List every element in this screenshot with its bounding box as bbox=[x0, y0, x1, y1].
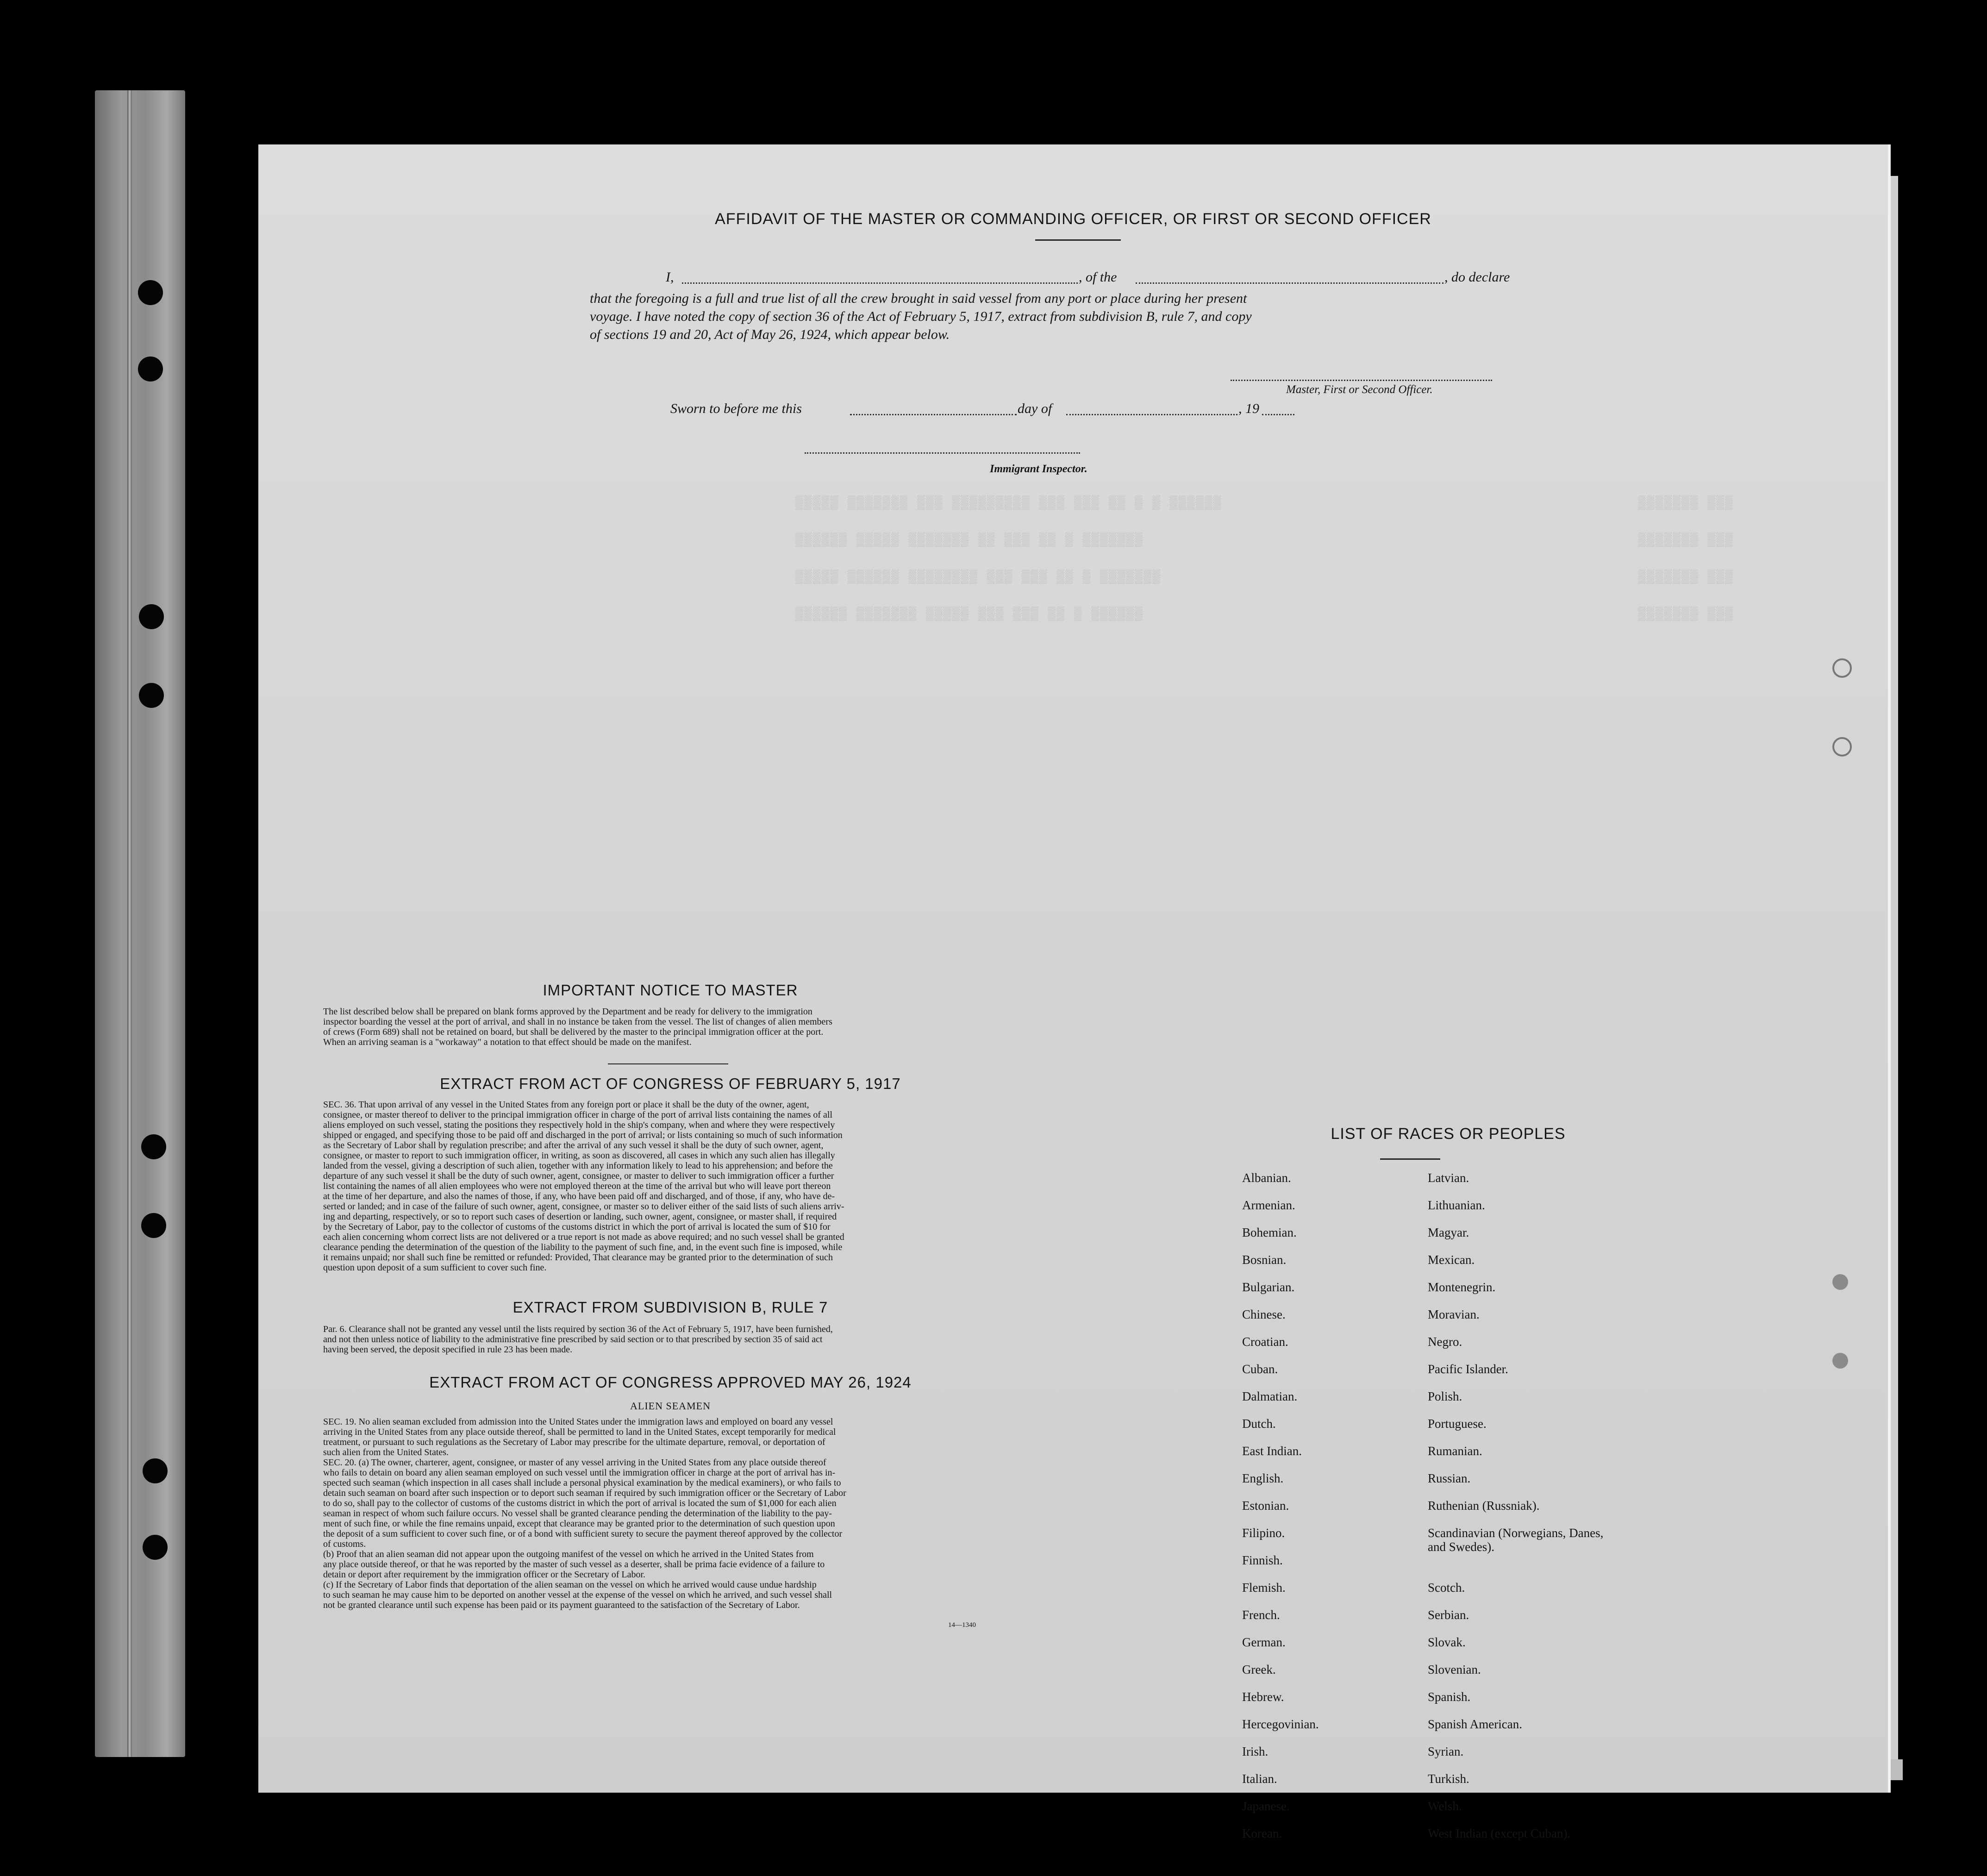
extract-1917-line: by the Secretary of Labor, pay to the collector of customs of the customs district in which the port of arrival is located the sum of $10 for bbox=[323, 1222, 831, 1232]
extract-1917-line: each alien concerning whom correct lists are not delivered or a true report is not made as above required; and no such vessel shall be granted bbox=[323, 1232, 844, 1242]
extract-1924-line: of customs. bbox=[323, 1539, 366, 1549]
ring-mark bbox=[1832, 737, 1852, 757]
race-item: Filipino. bbox=[1242, 1526, 1285, 1540]
title-underline bbox=[1035, 239, 1121, 241]
affidavit-declare: , do declare bbox=[1444, 269, 1510, 285]
extract-1917-line: consignee, or master to report to such immigration officer, in writing, as soon as discovered, all cases in which any such alien has illegally bbox=[323, 1151, 835, 1161]
extract-1924-line: seaman in respect of whom such failure occurs. No vessel shall be granted clearance pending the determination of the liability to the pay- bbox=[323, 1508, 832, 1519]
punch-hole bbox=[141, 1134, 166, 1159]
extract-1917-line: aliens employed on such vessel, stating the positions they respectively hold in the ship's company, when and where they were respectively bbox=[323, 1120, 835, 1130]
extract-1917-line: list containing the names of all alien employees who were not employed thereon at the time of the arrival but who will leave port thereon bbox=[323, 1181, 831, 1191]
race-item: Hercegovinian. bbox=[1242, 1717, 1319, 1731]
race-item: Slovak. bbox=[1428, 1635, 1466, 1649]
extract-1924-line: treatment, or pursuant to such regulations as the Secretary of Labor may prescribe for the ultimate departure, removal, or deportation of bbox=[323, 1437, 825, 1447]
race-item: Chinese. bbox=[1242, 1307, 1286, 1321]
ring-mark bbox=[1832, 658, 1852, 678]
extract-1924-line: detain or deport after requirement by the immigration officer or the Secretary of Labor. bbox=[323, 1570, 646, 1580]
races-left-column bbox=[1242, 1171, 1418, 1854]
punch-hole bbox=[141, 1213, 166, 1238]
race-item: Bohemian. bbox=[1242, 1226, 1297, 1239]
manifest-page bbox=[258, 144, 1891, 1840]
race-item: English. bbox=[1242, 1471, 1284, 1485]
race-item: Bulgarian. bbox=[1242, 1280, 1295, 1294]
extract-1917-line: departure of any such vessel it shall be the duty of such owner, agent, consignee, or master to deliver to such immigration officer a further bbox=[323, 1171, 834, 1181]
notice-body bbox=[323, 1007, 1018, 1047]
punch-hole bbox=[138, 280, 163, 305]
extract-1917-line: landed from the vessel, giving a description of such alien, together with any information likely to lead to his apprehension; and before the bbox=[323, 1161, 833, 1171]
extract-1917-line: as the Secretary of Labor shall by regulation prescribe; and after the arrival of any such vessel it shall be the duty of such owner, agent, bbox=[323, 1140, 824, 1151]
ring-mark bbox=[1832, 1353, 1848, 1369]
race-item: Russian. bbox=[1428, 1471, 1471, 1485]
extract-1924-line: not be granted clearance until such expense has been paid or its payment guaranteed to the satisfaction of the Secretary of Labor. bbox=[323, 1600, 800, 1610]
bleed-through-text: ▒▒▒▒▒▒▒ ▒▒▒ bbox=[1638, 533, 1734, 548]
race-item: Greek. bbox=[1242, 1663, 1276, 1676]
extract-1924-line: (b) Proof that an alien seaman did not appear upon the outgoing manifest of the vessel on which he arrived in the United States from bbox=[323, 1549, 814, 1559]
race-item: Japanese. bbox=[1242, 1799, 1290, 1813]
affidavit-i: I, bbox=[666, 269, 674, 285]
race-item: Hebrew. bbox=[1242, 1690, 1284, 1704]
race-item: Lithuanian. bbox=[1428, 1198, 1485, 1212]
binding-strip bbox=[95, 90, 185, 1757]
affidavit-title: AFFIDAVIT OF THE MASTER OR COMMANDING OFFICER, OR FIRST OR SECOND OFFICER bbox=[715, 210, 1431, 228]
notice-line: inspector boarding the vessel at the port of arrival, and shall in no instance be taken from the vessel. The list of changes of alien members bbox=[323, 1017, 832, 1027]
races-title-underline bbox=[1380, 1158, 1440, 1160]
extract-rule7-line: Par. 6. Clearance shall not be granted any vessel until the lists required by section 36 of the Act of February 5, 1917, have been furnished, bbox=[323, 1324, 833, 1334]
signature-label: Master, First or Second Officer. bbox=[1286, 383, 1433, 396]
race-item: Turkish. bbox=[1428, 1772, 1469, 1786]
signature-blank[interactable] bbox=[1231, 380, 1492, 381]
extract-1917-line: clearance pending the determination of the question of the liability to the payment of such fine, and, in the event such fine is imposed, while bbox=[323, 1242, 843, 1252]
race-item: Negro. bbox=[1428, 1335, 1462, 1349]
extract-1917-line: ing and departing, respectively, or so to report such cases of desertion or landing, such owner, agent, consignee, or master shall, if required bbox=[323, 1212, 837, 1222]
extract-1924-title: EXTRACT FROM ACT OF CONGRESS APPROVED MAY 26, 1924 bbox=[429, 1374, 912, 1391]
race-item: Italian. bbox=[1242, 1772, 1277, 1786]
race-item: Spanish American. bbox=[1428, 1717, 1522, 1731]
race-item: Ruthenian (Russniak). bbox=[1428, 1499, 1540, 1513]
inspector-label: Immigrant Inspector. bbox=[990, 463, 1087, 475]
race-item: Pacific Islander. bbox=[1428, 1362, 1508, 1376]
race-item: Spanish. bbox=[1428, 1690, 1471, 1704]
extract-1917-line: SEC. 36. That upon arrival of any vessel in the United States from any foreign port or place it shall be the duty of the owner, agent, bbox=[323, 1100, 809, 1110]
extract-rule7-title: EXTRACT FROM SUBDIVISION B, RULE 7 bbox=[512, 1299, 828, 1316]
section-divider bbox=[608, 1063, 728, 1064]
vessel-blank[interactable] bbox=[1136, 282, 1443, 284]
race-item: Finnish. bbox=[1242, 1553, 1283, 1567]
extract-1924-subtitle: ALIEN SEAMEN bbox=[630, 1400, 711, 1412]
race-item: Bosnian. bbox=[1242, 1253, 1287, 1267]
extract-1917-line: it remains unpaid; nor shall such fine be remitted or refunded: Provided, That clearance may be granted prior to the determination of such bbox=[323, 1252, 833, 1263]
extract-1924-line: the deposit of a sum sufficient to cover such fine, or of a bond with sufficient surety to secure the payment thereof approved by the collector bbox=[323, 1529, 843, 1539]
sworn-year: , 19 bbox=[1238, 401, 1259, 416]
race-item: Portuguese. bbox=[1428, 1417, 1487, 1431]
bleed-through-text: ▒▒▒▒▒ ▒▒▒▒▒▒▒ ▒▒▒ ▒▒▒▒▒▒▒▒▒ ▒▒▒ ▒▒▒ ▒▒ ▒ ▒ ▒▒▒▒▒▒ bbox=[795, 496, 1222, 511]
extract-1924-line: to do so, shall pay to the collector of customs of the customs district in which the port of arrival is located the sum of $1,000 for each alien bbox=[323, 1498, 837, 1508]
race-item: Flemish. bbox=[1242, 1581, 1286, 1595]
bleed-through-text: ▒▒▒▒▒▒ ▒▒▒▒▒ ▒▒▒▒▒▒▒ ▒▒ ▒▒▒ ▒▒ ▒ ▒▒▒▒▒▒▒ bbox=[795, 533, 1144, 548]
notice-line: of crews (Form 689) shall not be retained on board, but shall be delivered by the master to the principal immigration officer at the port. bbox=[323, 1027, 824, 1037]
race-item: Serbian. bbox=[1428, 1608, 1469, 1622]
race-item: Magyar. bbox=[1428, 1226, 1469, 1239]
notice-line: When an arriving seaman is a "workaway" a notation to that effect should be made on the manifest. bbox=[323, 1037, 692, 1047]
extract-1924-line: SEC. 19. No alien seaman excluded from admission into the United States under the immigration laws and employed on board any vessel bbox=[323, 1417, 833, 1427]
race-item: Dalmatian. bbox=[1242, 1389, 1298, 1403]
extract-1924-line: ment of such fine, or while the fine remains unpaid, except that clearance may be granted prior to the determination of such question upon bbox=[323, 1519, 835, 1529]
ring-mark bbox=[1832, 1274, 1848, 1290]
form-number: 14—1340 bbox=[948, 1621, 976, 1629]
race-item: Estonian. bbox=[1242, 1499, 1289, 1513]
extract-1917-line: shipped or engaged, and specifying those to be paid off and discharged in the port of arrival; or lists containing so much of such information bbox=[323, 1130, 843, 1140]
extract-1917-line: at the time of her departure, and also the names of those, if any, who have been paid off and discharged, and of those, if any, who have de- bbox=[323, 1191, 835, 1201]
race-item: Albanian. bbox=[1242, 1171, 1291, 1185]
race-item: Montenegrin. bbox=[1428, 1280, 1496, 1294]
extract-1924-line: (c) If the Secretary of Labor finds that deportation of the alien seaman on the vessel on which he arrived would cause undue hardship bbox=[323, 1580, 817, 1590]
extract-rule7-line: having been served, the deposit specified in rule 23 has been made. bbox=[323, 1344, 573, 1355]
year-blank[interactable] bbox=[1262, 414, 1294, 415]
bleed-through-text: ▒▒▒▒▒▒▒ ▒▒▒ bbox=[1638, 496, 1734, 511]
affidavit-body-line: that the foregoing is a full and true list of all the crew brought in said vessel from any port or place during her present bbox=[590, 291, 1247, 306]
race-item: Rumanian. bbox=[1428, 1444, 1482, 1458]
extract-1917-title: EXTRACT FROM ACT OF CONGRESS OF FEBRUARY 5, 1917 bbox=[440, 1075, 901, 1092]
extract-1924-line: SEC. 20. (a) The owner, charterer, agent, consignee, or master of any vessel arriving in the United States from any place outside thereof bbox=[323, 1457, 826, 1468]
bleed-through-text: ▒▒▒▒▒▒▒ ▒▒▒ bbox=[1638, 570, 1734, 585]
affidavit-body-line: voyage. I have noted the copy of section 36 of the Act of February 5, 1917, extract from subdivision B, rule 7, and copy bbox=[590, 309, 1252, 324]
bleed-through-text: ▒▒▒▒▒▒ ▒▒▒▒▒▒▒ ▒▒▒▒▒ ▒▒▒ ▒▒▒ ▒▒ ▒ ▒▒▒▒▒▒ bbox=[795, 607, 1144, 622]
day-blank[interactable] bbox=[850, 414, 1017, 415]
extract-rule7-line: and not then unless notice of liability to the administrative fine prescribed by said section or to that prescribed by section 35 of said act bbox=[323, 1334, 823, 1344]
race-item: Moravian. bbox=[1428, 1307, 1480, 1321]
race-item: Dutch. bbox=[1242, 1417, 1276, 1431]
extract-1924-line: such alien from the United States. bbox=[323, 1447, 449, 1457]
race-item: Polish. bbox=[1428, 1389, 1462, 1403]
punch-hole bbox=[143, 1535, 168, 1560]
races-title: LIST OF RACES OR PEOPLES bbox=[1331, 1125, 1566, 1143]
inspector-signature-blank[interactable] bbox=[805, 452, 1080, 454]
race-item: Scandinavian (Norwegians, Danes, and Swedes). bbox=[1428, 1526, 1604, 1554]
month-blank[interactable] bbox=[1066, 414, 1237, 415]
extract-1924-line: detain such seaman on board after such inspection or to deport such seaman if required by such immigration officer or the Secretary of Labor bbox=[323, 1488, 846, 1498]
race-item: Irish. bbox=[1242, 1745, 1268, 1758]
extract-1917-line: serted or landed; and in case of the failure of such owner, agent, consignee, or master so to deliver either of the said lists of such aliens arriv- bbox=[323, 1201, 844, 1212]
race-item: East Indian. bbox=[1242, 1444, 1302, 1458]
race-item: Korean. bbox=[1242, 1826, 1282, 1840]
punch-hole bbox=[138, 356, 163, 381]
extract-1924-body bbox=[323, 1417, 1018, 1610]
extract-1917-line: consignee, or master thereof to deliver to the principal immigration officer in charge of the port of arrival lists containing the names of all bbox=[323, 1110, 833, 1120]
binding-seam bbox=[127, 90, 132, 1757]
extract-1924-line: who fails to detain on board any alien seaman employed on such vessel until the immigration officer in charge at the port of arrival has in- bbox=[323, 1468, 836, 1478]
race-item: German. bbox=[1242, 1635, 1286, 1649]
sworn-prefix: Sworn to before me this bbox=[670, 401, 802, 416]
race-item: Slovenian. bbox=[1428, 1663, 1481, 1676]
punch-hole bbox=[139, 683, 164, 708]
punch-hole bbox=[143, 1458, 168, 1483]
race-item: Welsh. bbox=[1428, 1799, 1462, 1813]
extract-1924-line: to such seaman he may cause him to be deported on another vessel at the expense of the vessel on which he arrived, and such vessel shall bbox=[323, 1590, 832, 1600]
affidavit-body-line: of sections 19 and 20, Act of May 26, 1924, which appear below. bbox=[590, 327, 950, 342]
extract-1924-line: any place outside thereof, or that he was reported by the master of such vessel as a deserter, shall be prima facie evidence of a failure to bbox=[323, 1559, 825, 1570]
race-item: Croatian. bbox=[1242, 1335, 1288, 1349]
extract-1917-line: question upon deposit of a sum sufficient to cover such fine. bbox=[323, 1263, 547, 1273]
race-item: Cuban. bbox=[1242, 1362, 1278, 1376]
notice-title: IMPORTANT NOTICE TO MASTER bbox=[543, 982, 798, 999]
punch-hole bbox=[139, 604, 164, 629]
extract-rule7-body bbox=[323, 1324, 1018, 1355]
name-blank[interactable] bbox=[682, 282, 1078, 284]
sworn-day-of: day of bbox=[1018, 401, 1052, 416]
race-item: Scotch. bbox=[1428, 1581, 1465, 1595]
race-item: Syrian. bbox=[1428, 1745, 1464, 1758]
races-right-column bbox=[1428, 1171, 1650, 1854]
extract-1924-line: arriving in the United States from any place outside thereof, shall be permitted to land in the United States, except temporarily for medical bbox=[323, 1427, 836, 1437]
notice-line: The list described below shall be prepared on blank forms approved by the Department and be ready for delivery to the immigration bbox=[323, 1007, 812, 1017]
bleed-through-text: ▒▒▒▒▒ ▒▒▒▒▒▒ ▒▒▒▒▒▒▒▒ ▒▒▒ ▒▒▒ ▒▒ ▒ ▒▒▒▒▒▒▒ bbox=[795, 570, 1161, 585]
extract-1924-line: spected such seaman (which inspection in all cases shall include a personal physical examination by the medical examiners), or who fails to bbox=[323, 1478, 841, 1488]
race-item: West Indian (except Cuban). bbox=[1428, 1826, 1571, 1840]
race-item: Mexican. bbox=[1428, 1253, 1475, 1267]
affidavit-of-the: , of the bbox=[1079, 269, 1117, 285]
race-item: Latvian. bbox=[1428, 1171, 1469, 1185]
race-item: French. bbox=[1242, 1608, 1280, 1622]
affidavit-body bbox=[590, 289, 1469, 344]
bleed-through-text: ▒▒▒▒▒▒▒ ▒▒▒ bbox=[1638, 607, 1734, 622]
extract-1917-body bbox=[323, 1100, 1018, 1273]
race-item: Armenian. bbox=[1242, 1198, 1295, 1212]
